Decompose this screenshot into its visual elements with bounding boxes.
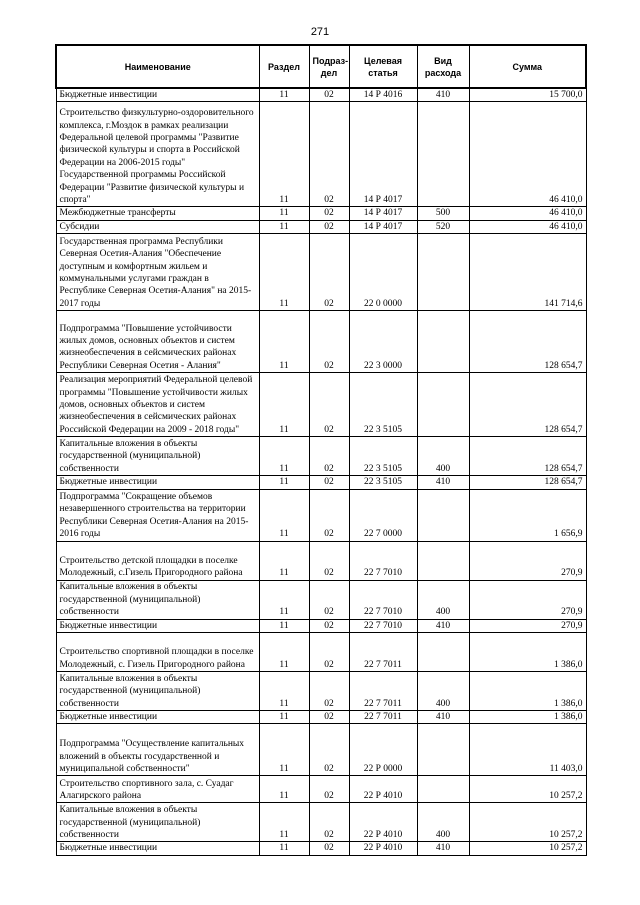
header-expense-type: Вид расхода	[417, 45, 469, 88]
row-section: 11	[259, 311, 309, 373]
row-name: Капитальные вложения в объекты государственной (муниципальной) собственности	[56, 580, 259, 619]
row-amount: 141 714,6	[469, 234, 586, 311]
row-expense-type	[417, 373, 469, 437]
row-amount: 11 403,0	[469, 724, 586, 776]
row-name: Бюджетные инвестиции	[56, 476, 259, 489]
row-expense-type	[417, 541, 469, 580]
row-expense-type	[417, 311, 469, 373]
header-subsection: Подраз-дел	[309, 45, 349, 88]
row-amount: 1 656,9	[469, 489, 586, 541]
header-name: Наименование	[56, 45, 259, 88]
row-name: Капитальные вложения в объекты государственной (муниципальной) собственности	[56, 437, 259, 476]
row-amount: 46 410,0	[469, 102, 586, 207]
row-expense-type	[417, 633, 469, 672]
row-expense-type: 520	[417, 220, 469, 233]
row-name: Строительство спортивного зала, с. Суадаг Алагирского района	[56, 776, 259, 803]
row-amount: 46 410,0	[469, 207, 586, 220]
row-name: Бюджетные инвестиции	[56, 619, 259, 632]
table-row	[56, 220, 586, 233]
row-expense-type: 410	[417, 711, 469, 724]
row-target: 22 Р 4010	[349, 803, 417, 842]
row-target: 22 7 7010	[349, 541, 417, 580]
row-target: 14 Р 4017	[349, 207, 417, 220]
row-amount: 1 386,0	[469, 711, 586, 724]
row-section: 11	[259, 207, 309, 220]
row-amount: 128 654,7	[469, 373, 586, 437]
table-row	[56, 437, 586, 476]
row-subsection: 02	[309, 88, 349, 102]
row-section: 11	[259, 711, 309, 724]
row-amount: 1 386,0	[469, 633, 586, 672]
row-amount: 270,9	[469, 580, 586, 619]
row-amount: 270,9	[469, 541, 586, 580]
row-target: 22 3 5105	[349, 476, 417, 489]
row-section: 11	[259, 633, 309, 672]
table-row	[56, 842, 586, 855]
row-expense-type	[417, 489, 469, 541]
table-row	[56, 234, 586, 311]
table-row	[56, 803, 586, 842]
row-target: 22 7 7011	[349, 633, 417, 672]
row-target: 14 Р 4016	[349, 88, 417, 102]
row-section: 11	[259, 373, 309, 437]
row-subsection: 02	[309, 102, 349, 207]
table-row	[56, 776, 586, 803]
row-name: Подпрограмма "Повышение устойчивости жилых домов, основных объектов и систем жизнеобеспечения в сейсмических районах Республики Северная Осетия - Алания"	[56, 311, 259, 373]
row-subsection: 02	[309, 234, 349, 311]
page-number: 271	[310, 26, 330, 38]
row-expense-type	[417, 776, 469, 803]
table-row	[56, 102, 586, 207]
row-section: 11	[259, 220, 309, 233]
row-target: 22 7 7010	[349, 580, 417, 619]
row-target: 22 0 0000	[349, 234, 417, 311]
row-subsection: 02	[309, 724, 349, 776]
table-row	[56, 88, 586, 102]
row-section: 11	[259, 234, 309, 311]
row-expense-type: 410	[417, 88, 469, 102]
row-expense-type: 410	[417, 842, 469, 855]
row-section: 11	[259, 88, 309, 102]
row-target: 22 Р 4010	[349, 842, 417, 855]
row-section: 11	[259, 842, 309, 855]
row-section: 11	[259, 776, 309, 803]
row-expense-type	[417, 724, 469, 776]
header-amount: Сумма	[469, 45, 586, 88]
row-subsection: 02	[309, 489, 349, 541]
table-row	[56, 207, 586, 220]
row-section: 11	[259, 437, 309, 476]
row-amount: 46 410,0	[469, 220, 586, 233]
table-row	[56, 311, 586, 373]
row-subsection: 02	[309, 476, 349, 489]
row-section: 11	[259, 489, 309, 541]
row-expense-type: 410	[417, 619, 469, 632]
row-section: 11	[259, 476, 309, 489]
row-name: Бюджетные инвестиции	[56, 711, 259, 724]
row-name: Государственная программа Республики Северная Осетия-Алания "Обеспечение доступным и комфортным жильем и коммунальными услугами граждан в Республике Северная Осетия-Алания" на 2015-2017 годы	[56, 234, 259, 311]
row-subsection: 02	[309, 633, 349, 672]
row-name: Строительство физкультурно-оздоровительного комплекса, г.Моздок в рамках реализации Федеральной целевой программы "Развитие физической культуры и спорта в Российской Федерации на 2006-2015 годы" Государственной программы Российской Федерации "Развитие физической культуры и спорта"	[56, 102, 259, 207]
row-name: Реализация мероприятий Федеральной целевой программы "Повышение устойчивости жилых домов, основных объектов и систем жизнеобеспечения в сейсмических районах Российской Федерации на 2009 - 2018 годы"	[56, 373, 259, 437]
row-target: 22 3 0000	[349, 311, 417, 373]
row-subsection: 02	[309, 580, 349, 619]
row-subsection: 02	[309, 541, 349, 580]
row-subsection: 02	[309, 842, 349, 855]
row-name: Строительство спортивной площадки в поселке Молодежный, с. Гизель Пригородного района	[56, 633, 259, 672]
table-row	[56, 476, 586, 489]
row-target: 22 3 5105	[349, 373, 417, 437]
row-name: Подпрограмма "Осуществление капитальных вложений в объекты государственной и муниципальной собственности"	[56, 724, 259, 776]
row-name: Подпрограмма "Сокращение объемов незавершенного строительства на территории Республики Северная Осетия-Алания на 2015-2016 годы	[56, 489, 259, 541]
row-expense-type	[417, 234, 469, 311]
row-name: Бюджетные инвестиции	[56, 842, 259, 855]
row-subsection: 02	[309, 220, 349, 233]
row-target: 22 7 7011	[349, 711, 417, 724]
row-amount: 128 654,7	[469, 311, 586, 373]
row-subsection: 02	[309, 803, 349, 842]
table-row	[56, 489, 586, 541]
row-expense-type: 400	[417, 580, 469, 619]
row-subsection: 02	[309, 373, 349, 437]
row-section: 11	[259, 672, 309, 711]
row-expense-type: 400	[417, 437, 469, 476]
header-target: Целевая статья	[349, 45, 417, 88]
row-section: 11	[259, 102, 309, 207]
row-amount: 270,9	[469, 619, 586, 632]
row-expense-type	[417, 102, 469, 207]
row-amount: 10 257,2	[469, 776, 586, 803]
row-amount: 1 386,0	[469, 672, 586, 711]
row-target: 22 7 7010	[349, 619, 417, 632]
row-name: Строительство детской площадки в поселке Молодежный, с.Гизель Пригородного района	[56, 541, 259, 580]
row-target: 14 Р 4017	[349, 220, 417, 233]
row-subsection: 02	[309, 311, 349, 373]
row-amount: 15 700,0	[469, 88, 586, 102]
table-row	[56, 541, 586, 580]
row-section: 11	[259, 724, 309, 776]
row-name: Бюджетные инвестиции	[56, 88, 259, 102]
table-row	[56, 724, 586, 776]
budget-table	[55, 44, 587, 856]
table-row	[56, 619, 586, 632]
row-subsection: 02	[309, 672, 349, 711]
row-subsection: 02	[309, 776, 349, 803]
row-name: Межбюджетные трансферты	[56, 207, 259, 220]
table-row	[56, 373, 586, 437]
table-row	[56, 672, 586, 711]
row-section: 11	[259, 580, 309, 619]
row-expense-type: 400	[417, 803, 469, 842]
row-name: Субсидии	[56, 220, 259, 233]
row-section: 11	[259, 803, 309, 842]
row-name: Капитальные вложения в объекты государственной (муниципальной) собственности	[56, 672, 259, 711]
table-header	[56, 45, 586, 88]
row-amount: 128 654,7	[469, 476, 586, 489]
row-target: 22 Р 4010	[349, 776, 417, 803]
header-section: Раздел	[259, 45, 309, 88]
table-row	[56, 633, 586, 672]
row-section: 11	[259, 541, 309, 580]
row-target: 14 Р 4017	[349, 102, 417, 207]
row-amount: 128 654,7	[469, 437, 586, 476]
row-target: 22 7 7011	[349, 672, 417, 711]
row-target: 22 Р 0000	[349, 724, 417, 776]
row-expense-type: 500	[417, 207, 469, 220]
row-amount: 10 257,2	[469, 842, 586, 855]
table-row	[56, 711, 586, 724]
row-expense-type: 400	[417, 672, 469, 711]
row-name: Капитальные вложения в объекты государственной (муниципальной) собственности	[56, 803, 259, 842]
row-amount: 10 257,2	[469, 803, 586, 842]
row-target: 22 3 5105	[349, 437, 417, 476]
row-target: 22 7 0000	[349, 489, 417, 541]
row-subsection: 02	[309, 207, 349, 220]
row-subsection: 02	[309, 711, 349, 724]
row-expense-type: 410	[417, 476, 469, 489]
table-body	[56, 88, 586, 855]
row-subsection: 02	[309, 619, 349, 632]
row-section: 11	[259, 619, 309, 632]
row-subsection: 02	[309, 437, 349, 476]
table-row	[56, 580, 586, 619]
